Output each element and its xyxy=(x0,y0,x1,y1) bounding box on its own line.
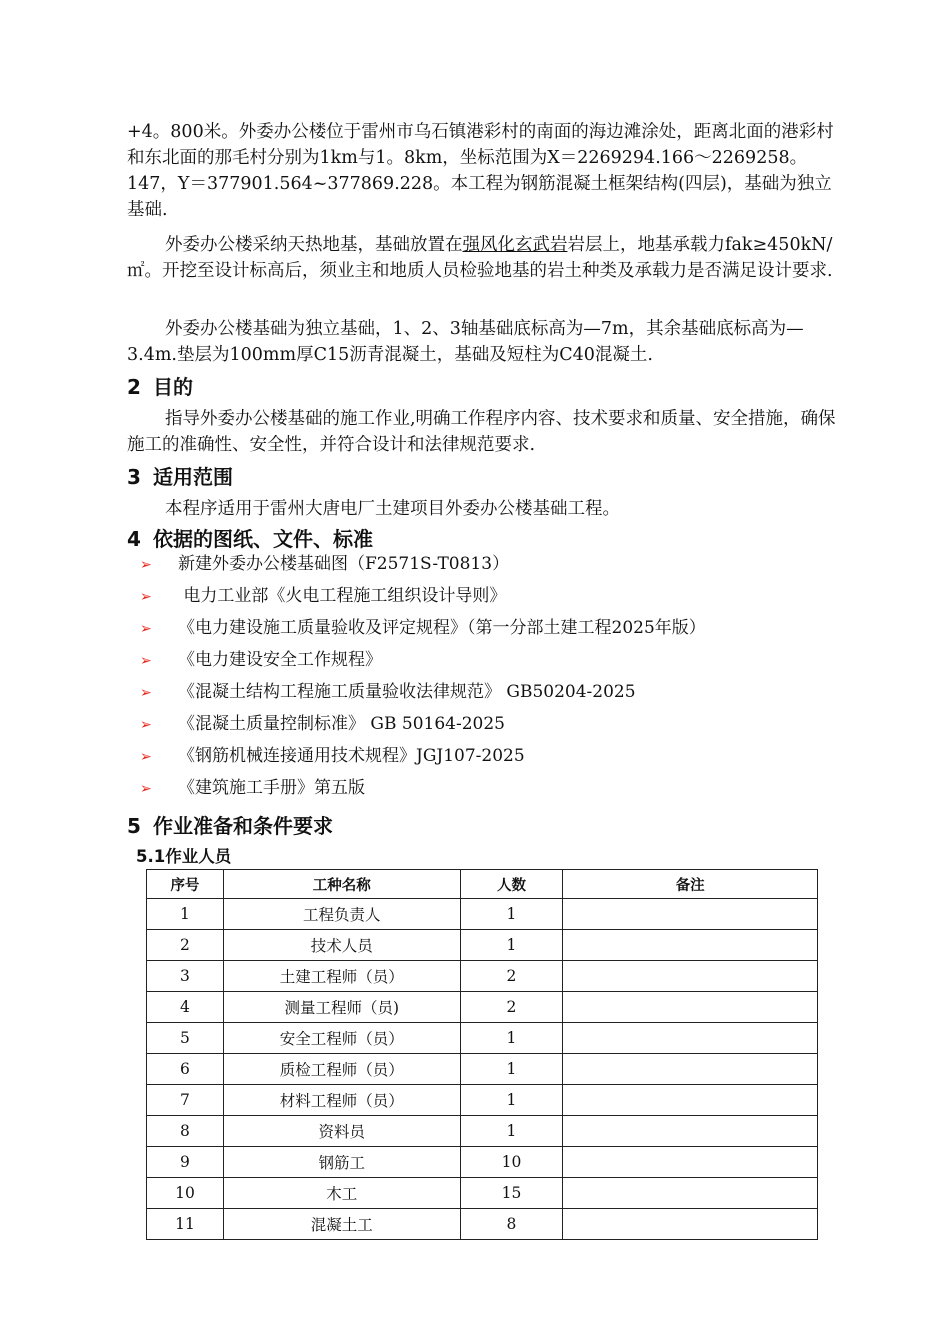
cell-count: 1 xyxy=(460,1054,563,1085)
table-row xyxy=(147,1054,818,1085)
cell-remark xyxy=(563,1054,818,1085)
cell-job: 钢筋工 xyxy=(223,1147,460,1178)
arrow-bullet-icon: ➢ xyxy=(140,653,152,669)
reference-text: 电力工业部《火电工程施工组织设计导则》 xyxy=(178,586,507,606)
table-row xyxy=(147,1147,818,1178)
cell-remark xyxy=(563,899,818,930)
cell-index: 9 xyxy=(147,1147,224,1178)
cell-remark xyxy=(563,992,818,1023)
staff-table xyxy=(146,869,818,1240)
table-row xyxy=(147,992,818,1023)
list-item xyxy=(140,740,706,772)
section-2-heading xyxy=(127,371,193,400)
cell-count: 10 xyxy=(460,1147,563,1178)
cell-index: 8 xyxy=(147,1116,224,1147)
cell-remark xyxy=(563,1023,818,1054)
section-2-text: 指导外委办公楼基础的施工作业,明确工作程序内容、技术要求和质量、安全措施，确保施工的准确性、安全性，并符合设计和法律规范要求. xyxy=(127,409,836,455)
cell-job: 测量工程师（员) xyxy=(223,992,460,1023)
table-row xyxy=(147,1023,818,1054)
cell-job: 技术人员 xyxy=(223,930,460,961)
list-item xyxy=(140,548,706,580)
intro-paragraph-2-lead: 外委办公楼采纳天热地基，基础放置在 xyxy=(165,235,463,255)
section-3-title: 适用范围 xyxy=(153,465,233,489)
cell-job: 工程负责人 xyxy=(223,899,460,930)
reference-text: 《混凝土结构工程施工质量验收法律规范》 GB50204-2025 xyxy=(178,682,636,702)
section-4-number: 4 xyxy=(127,527,141,551)
section-2-number: 2 xyxy=(127,375,141,399)
arrow-bullet-icon: ➢ xyxy=(140,589,152,605)
cell-count: 2 xyxy=(460,992,563,1023)
arrow-bullet-icon: ➢ xyxy=(140,621,152,637)
section-2-title: 目的 xyxy=(153,375,193,399)
arrow-bullet-icon: ➢ xyxy=(140,557,152,573)
cell-index: 7 xyxy=(147,1085,224,1116)
cell-count: 1 xyxy=(460,1116,563,1147)
arrow-bullet-icon: ➢ xyxy=(140,717,152,733)
cell-job: 质检工程师（员） xyxy=(223,1054,460,1085)
cell-remark xyxy=(563,1209,818,1240)
list-item xyxy=(140,708,706,740)
list-item xyxy=(140,772,706,804)
list-item xyxy=(140,676,706,708)
cell-index: 2 xyxy=(147,930,224,961)
cell-job: 木工 xyxy=(223,1178,460,1209)
section-3-text: 本程序适用于雷州大唐电厂土建项目外委办公楼基础工程。 xyxy=(165,499,620,519)
cell-count: 8 xyxy=(460,1209,563,1240)
cell-remark xyxy=(563,1085,818,1116)
subsection-5-1-heading: 5.1作业人员 xyxy=(136,847,232,866)
cell-remark xyxy=(563,961,818,992)
arrow-bullet-icon: ➢ xyxy=(140,781,152,797)
intro-paragraph-2 xyxy=(127,232,847,284)
cell-count: 2 xyxy=(460,961,563,992)
cell-remark xyxy=(563,930,818,961)
column-header-job: 工种名称 xyxy=(223,870,460,899)
cell-remark xyxy=(563,1147,818,1178)
arrow-bullet-icon: ➢ xyxy=(140,749,152,765)
column-header-count: 人数 xyxy=(460,870,563,899)
table-row xyxy=(147,1116,818,1147)
list-item xyxy=(140,612,706,644)
reference-text: 《混凝土质量控制标准》 GB 50164-2025 xyxy=(178,714,505,734)
section-5-title: 作业准备和条件要求 xyxy=(153,814,333,838)
cell-index: 4 xyxy=(147,992,224,1023)
intro-paragraph-3: 外委办公楼基础为独立基础，1、2、3轴基础底标高为—7m，其余基础底标高为—3.4m.垫层为100mm厚C15沥青混凝土，基础及短柱为C40混凝土. xyxy=(127,319,804,365)
cell-job: 资料员 xyxy=(223,1116,460,1147)
intro-paragraph-1: +4。800米。外委办公楼位于雷州市乌石镇港彩村的南面的海边滩涂处，距离北面的港彩村和东北面的那毛村分别为1km与1。8km，坐标范围为X＝2269294.166～2269258。147，Y＝377901.564~377869.228。本工程为钢筋混凝土框架结构(四层)，基础为独立基础. xyxy=(127,122,834,220)
cell-index: 10 xyxy=(147,1178,224,1209)
cell-job: 安全工程师（员） xyxy=(223,1023,460,1054)
intro-paragraph-2-tail: 岩层上，地基承载力fak≥450kN/㎡。开挖至设计标高后，须业主和地质人员检验地基的岩土种类及承载力是否满足设计要求. xyxy=(127,235,833,281)
reference-text: 《钢筋机械连接通用技术规程》JGJ107-2025 xyxy=(178,746,525,766)
reference-list xyxy=(140,548,706,804)
table-row xyxy=(147,961,818,992)
cell-count: 1 xyxy=(460,1023,563,1054)
cell-remark xyxy=(563,1116,818,1147)
cell-count: 1 xyxy=(460,930,563,961)
cell-count: 1 xyxy=(460,899,563,930)
section-5-number: 5 xyxy=(127,814,141,838)
section-3-number: 3 xyxy=(127,465,141,489)
reference-text: 新建外委办公楼基础图（F2571S-T0813） xyxy=(178,554,510,574)
column-header-remark: 备注 xyxy=(563,870,818,899)
table-row xyxy=(147,1209,818,1240)
rock-layer-underlined: 强风化玄武岩 xyxy=(462,235,568,255)
cell-job: 土建工程师（员） xyxy=(223,961,460,992)
table-row xyxy=(147,930,818,961)
cell-count: 1 xyxy=(460,1085,563,1116)
list-item xyxy=(140,644,706,676)
cell-job: 材料工程师（员） xyxy=(223,1085,460,1116)
list-item xyxy=(140,580,706,612)
arrow-bullet-icon: ➢ xyxy=(140,685,152,701)
reference-text: 《电力建设安全工作规程》 xyxy=(178,650,382,670)
reference-text: 《建筑施工手册》第五版 xyxy=(178,778,365,798)
cell-index: 3 xyxy=(147,961,224,992)
table-row xyxy=(147,1085,818,1116)
section-3-heading xyxy=(127,461,233,490)
cell-index: 5 xyxy=(147,1023,224,1054)
cell-index: 1 xyxy=(147,899,224,930)
cell-index: 6 xyxy=(147,1054,224,1085)
table-row xyxy=(147,1178,818,1209)
table-row xyxy=(147,899,818,930)
cell-index: 11 xyxy=(147,1209,224,1240)
cell-remark xyxy=(563,1178,818,1209)
cell-job: 混凝土工 xyxy=(223,1209,460,1240)
section-4-title: 依据的图纸、文件、标准 xyxy=(153,527,373,551)
reference-text: 《电力建设施工质量验收及评定规程》（第一分部土建工程2025年版） xyxy=(178,618,706,638)
column-header-index: 序号 xyxy=(147,870,224,899)
cell-count: 15 xyxy=(460,1178,563,1209)
section-5-heading xyxy=(127,810,333,839)
table-header-row xyxy=(147,870,818,899)
